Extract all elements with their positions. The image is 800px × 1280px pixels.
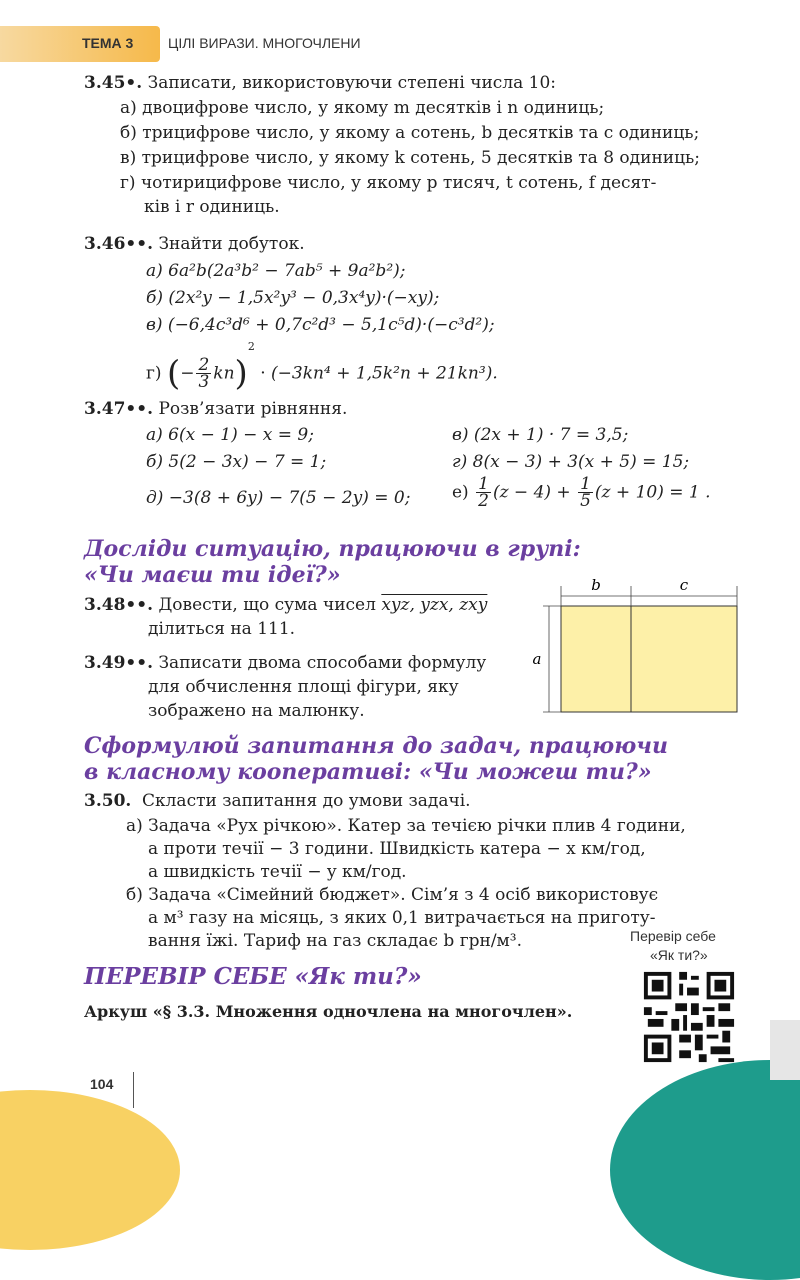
item-expression: (−3kn⁴ + 1,5k²n + 21kn³). [271,363,498,384]
page-number: 104 [90,1076,114,1092]
ex-3-45 [84,72,556,94]
ex-3-49-line2: для обчислення площі фігури, яку [148,677,459,697]
rectangle-figure [525,572,745,720]
figure-label-a: a [532,650,542,668]
ex-3-49 [84,652,486,674]
header-band [0,26,160,62]
ex-3-48-cont: ділиться на 111. [148,619,296,639]
figure-rect-b [561,606,631,712]
fraction: $\frac{1}{5}$ [580,474,591,511]
exercise-text: Записати двома способами формулу [158,653,487,673]
figure-label-c: c [679,576,689,594]
ex-3-45-item-d: г) чотирицифрове число, у якому p тисяч, t сотень, f десят- [120,173,657,193]
ex-3-48 [84,594,487,616]
fraction: $\frac{2}{3}$ [198,355,210,392]
figure-label-b: b [591,576,601,594]
theme-label: ТЕМА 3 [82,35,134,51]
ex-3-46-item-c: в) (−6,4c³d⁶ + 0,7c²d³ − 5,1c⁵d)·(−c³d²); [146,315,495,335]
ex-3-50-b-1: б) Задача «Сімейний бюджет». Сім’я з 4 осіб використовує [126,885,659,905]
corner-decor-grey [770,1020,800,1080]
corner-decor-yellow [0,1090,180,1250]
ex-3-50 [84,790,471,812]
ex-3-45-item-b: б) трицифрове число, у якому a сотень, b десятків та c одиниць; [120,123,700,143]
ex-3-47-item-e: е) $\frac{1}{2}$ (z − 4) + $\frac{1}{5}$ (z + 10) = 1 . [452,474,711,511]
section-heading-group-sub: «Чи маєш ти ідеї?» [84,562,341,588]
exercise-text: Довести, що сума чисел [158,595,376,615]
ex-3-46-item-b: б) (2x²y − 1,5x²y³ − 0,3x⁴y)·(−xy); [146,288,440,308]
ex-3-49-line3: зображено на малюнку. [148,701,365,721]
ex-3-50-b-3: вання їжі. Тариф на газ складає b грн/м³. [148,931,522,951]
ex-3-47-item-a: а) 6(x − 1) − x = 9; [146,425,314,445]
ex-3-47 [84,398,347,420]
check-section-title: ПЕРЕВІР СЕБЕ «Як ти?» [84,963,422,990]
exercise-number: 3.48••. [84,595,154,615]
qr-caption-sub: «Як ти?» [650,947,708,963]
section-heading-group: Досліди ситуацію, працюючи в групі: [84,536,581,562]
ex-3-46-item-g: г) (− $\frac{2}{3}$ kn)$^2$ · (−3kn⁴ + 1,5k²n + 21kn³). [146,340,498,394]
fraction: $\frac{1}{2}$ [478,474,489,511]
ex-3-45-item-a: а) двоцифрове число, у якому m десятків і n одиниць; [120,98,605,118]
ex-3-47-item-d: д) −3(8 + 6y) − 7(5 − 2y) = 0; [146,488,411,508]
ex-3-50-a-3: а швидкість течії − y км/год. [148,862,407,882]
ex-3-47-item-g: г) 8(x − 3) + 3(x + 5) = 15; [452,452,690,472]
ex-3-46 [84,233,305,255]
overlined-numbers: xyz, yzx, zxy [381,595,488,615]
qr-caption: Перевір себе [630,928,716,944]
exercise-prompt: Розв’язати рівняння. [158,399,348,419]
exercise-prompt: Записати, використовуючи степені числа 10: [147,73,557,93]
ex-3-50-b-2: a м³ газу на місяць, з яких 0,1 витрачається на приготу- [148,908,656,928]
ex-3-50-a-1: а) Задача «Рух річкою». Катер за течією річки плив 4 години, [126,816,686,836]
ex-3-50-a-2: а проти течії − 3 години. Швидкість катера − x км/год, [148,839,646,859]
ex-3-45-item-c: в) трицифрове число, у якому k сотень, 5 десятків та 8 одиниць; [120,148,701,168]
check-section-sheet-link[interactable]: Аркуш «§ 3.3. Множення одночлена на многочлен». [84,1002,573,1021]
section-heading-coop-sub: в класному кооперативі: «Чи можеш ти?» [84,759,652,785]
exercise-number: 3.47••. [84,399,154,419]
exercise-prompt: Знайти добуток. [158,234,305,254]
footer-divider [133,1072,134,1108]
ex-3-47-item-v: в) (2x + 1) · 7 = 3,5; [452,425,629,445]
ex-3-45-item-d-cont: ків і r одиниць. [144,197,280,217]
theme-title: ЦІЛІ ВИРАЗИ. МНОГОЧЛЕНИ [168,35,361,51]
ex-3-47-item-b: б) 5(2 − 3x) − 7 = 1; [146,452,327,472]
figure-rect-c [631,606,737,712]
exercise-number: 3.45•. [84,73,143,93]
item-label: г) [146,363,162,384]
section-heading-coop: Сформулюй запитання до задач, працюючи [84,733,668,759]
ex-3-46-item-a: а) 6a²b(2a³b² − 7ab⁵ + 9a²b²); [146,261,406,281]
exercise-prompt: Скласти запитання до умови задачі. [142,791,471,811]
qr-code-icon[interactable] [640,968,738,1066]
exercise-number: 3.50. [84,791,132,811]
exercise-number: 3.49••. [84,653,154,673]
corner-decor-green [610,1060,800,1280]
exercise-number: 3.46••. [84,234,154,254]
